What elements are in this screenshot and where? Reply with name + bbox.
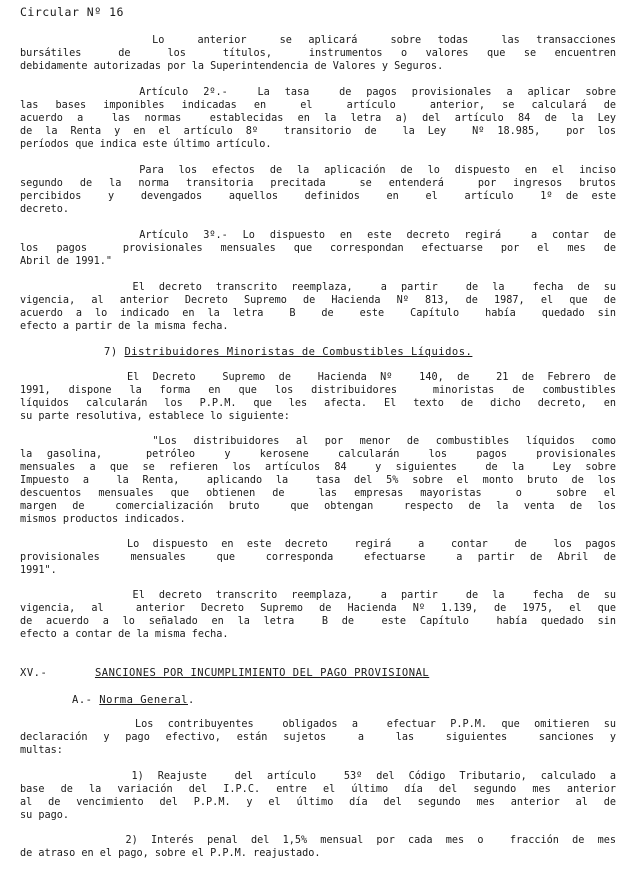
section-a-heading	[72, 694, 195, 707]
text-line: de la Renta y en el artículo 8º transitorio de la Ley Nº 18.985, por los	[20, 126, 616, 137]
text-line: mensuales a que se refieren los artículos 84 y siguientes de la Ley sobre	[20, 462, 616, 473]
text-line: mismos productos indicados.	[20, 514, 186, 525]
paragraph-decree-813	[20, 281, 616, 333]
section-a-title: Norma General	[99, 694, 188, 706]
text-line: margen de comercialización bruto que obtengan respecto de la venta de los	[20, 501, 616, 512]
text-line: los pagos provisionales mensuales que correspondan efectuarse por el mes de	[20, 243, 616, 254]
text-line: acuerdo a las normas establecidas en la letra a) del artículo 84 de la Ley	[20, 113, 616, 124]
text-line: al de vencimiento del P.P.M. y el último día del segundo mes anterior al de	[20, 797, 616, 808]
text-line: decreto.	[20, 204, 70, 215]
paragraph-sanction-2	[20, 834, 616, 860]
section-xv-heading	[20, 667, 429, 680]
text-line: su pago.	[20, 810, 70, 821]
text-line: la gasolina, petróleo y kerosene calcularán los pagos provisionales	[20, 449, 616, 460]
paragraph-sanction-1	[20, 770, 616, 822]
text-line: 1991".	[20, 565, 57, 576]
text-line: efecto a partir de la misma fecha.	[20, 321, 229, 332]
text-line: El Decreto Supremo de Hacienda Nº 140, de 21 de Febrero de	[20, 372, 616, 383]
text-line: provisionales mensuales que corresponda efectuarse a partir de Abril de	[20, 552, 616, 563]
section-7-title: Distribuidores Minoristas de Combustibles Líquidos.	[124, 346, 473, 358]
text-line: Impuesto a la Renta, aplicando la tasa del 5% sobre el monto bruto de los	[20, 475, 616, 486]
text-line: Artículo 3º.- Lo dispuesto en este decreto regirá a contar de	[20, 230, 616, 241]
text-line: las bases imponibles indicadas en el artículo anterior, se calculará de	[20, 100, 616, 111]
section-xv-number: XV.-	[20, 667, 48, 679]
text-line: de acuerdo a lo señalado en la letra B de este Capítulo había quedado sin	[20, 616, 616, 627]
paragraph-transactions	[20, 34, 616, 73]
text-line: Los contribuyentes obligados a efectuar P.P.M. que omitieren su	[20, 719, 616, 730]
text-line: Lo dispuesto en este decreto regirá a contar de los pagos	[20, 539, 616, 550]
text-line: Artículo 2º.- La tasa de pagos provisionales a aplicar sobre	[20, 87, 616, 98]
text-line: 1991, dispone la forma en que los distribuidores minoristas de combustibles	[20, 385, 616, 396]
text-line: períodos que indica este último artículo.	[20, 139, 272, 150]
paragraph-decree-1139	[20, 589, 616, 641]
text-line: Lo anterior se aplicará sobre todas las transacciones	[20, 35, 616, 46]
paragraph-article-2	[20, 86, 616, 151]
text-line: "Los distribuidores al por menor de combustibles líquidos como	[20, 436, 616, 447]
text-line: su parte resolutiva, establece lo siguiente:	[20, 411, 290, 422]
text-line: El decreto transcrito reemplaza, a partir de la fecha de su	[20, 590, 616, 601]
text-line: 2) Interés penal del 1,5% mensual por cada mes o fracción de mes	[20, 835, 616, 846]
paragraph-decree-140	[20, 371, 616, 423]
paragraph-distributors-quote	[20, 435, 616, 526]
text-line: debidamente autorizadas por la Superintendencia de Valores y Seguros.	[20, 61, 444, 72]
circular-header: Circular Nº 16	[20, 5, 124, 19]
paragraph-quote-effective-date	[20, 538, 616, 577]
text-line: líquidos calcularán los P.P.M. que les afecta. El texto de dicho decreto, en	[20, 398, 616, 409]
text-line: bursátiles de los títulos, instrumentos o valores que se encuentren	[20, 48, 616, 59]
section-7-number: 7)	[104, 346, 118, 358]
text-line: acuerdo a lo indicado en la letra B de este Capítulo había quedado sin	[20, 308, 616, 319]
text-line: base de la variación del I.P.C. entre el último día del segundo mes anterior	[20, 784, 616, 795]
text-line: segundo de la norma transitoria precitada se entenderá por ingresos brutos	[20, 178, 616, 189]
paragraph-article-3	[20, 229, 616, 268]
text-line: vigencia, al anterior Decreto Supremo de Hacienda Nº 1.139, de 1975, el que	[20, 603, 616, 614]
text-line: Para los efectos de la aplicación de lo dispuesto en el inciso	[20, 165, 616, 176]
text-line: El decreto transcrito reemplaza, a partir de la fecha de su	[20, 282, 616, 293]
section-a-suffix: .	[187, 694, 195, 706]
text-line: efecto a contar de la misma fecha.	[20, 629, 229, 640]
section-7-heading	[104, 346, 472, 359]
text-line: Abril de 1991."	[20, 256, 113, 267]
text-line: 1) Reajuste del artículo 53º del Código Tributario, calculado a	[20, 771, 616, 782]
text-line: de atraso en el pago, sobre el P.P.M. reajustado.	[20, 848, 321, 859]
paragraph-transitory-norm	[20, 164, 616, 216]
section-xv-title: SANCIONES POR INCUMPLIMIENTO DEL PAGO PROVISIONAL	[94, 667, 430, 679]
section-a-number: A.-	[72, 694, 93, 706]
text-line: percibidos y devengados aquellos definidos en el artículo 1º de este	[20, 191, 616, 202]
text-line: descuentos mensuales que obtienen de las empresas mayoristas o sobre el	[20, 488, 616, 499]
text-line: vigencia, al anterior Decreto Supremo de Hacienda Nº 813, de 1987, el que de	[20, 295, 616, 306]
text-line: declaración y pago efectivo, están sujetos a las siguientes sanciones y	[20, 732, 616, 743]
paragraph-taxpayers	[20, 718, 616, 757]
text-line: multas:	[20, 745, 63, 756]
